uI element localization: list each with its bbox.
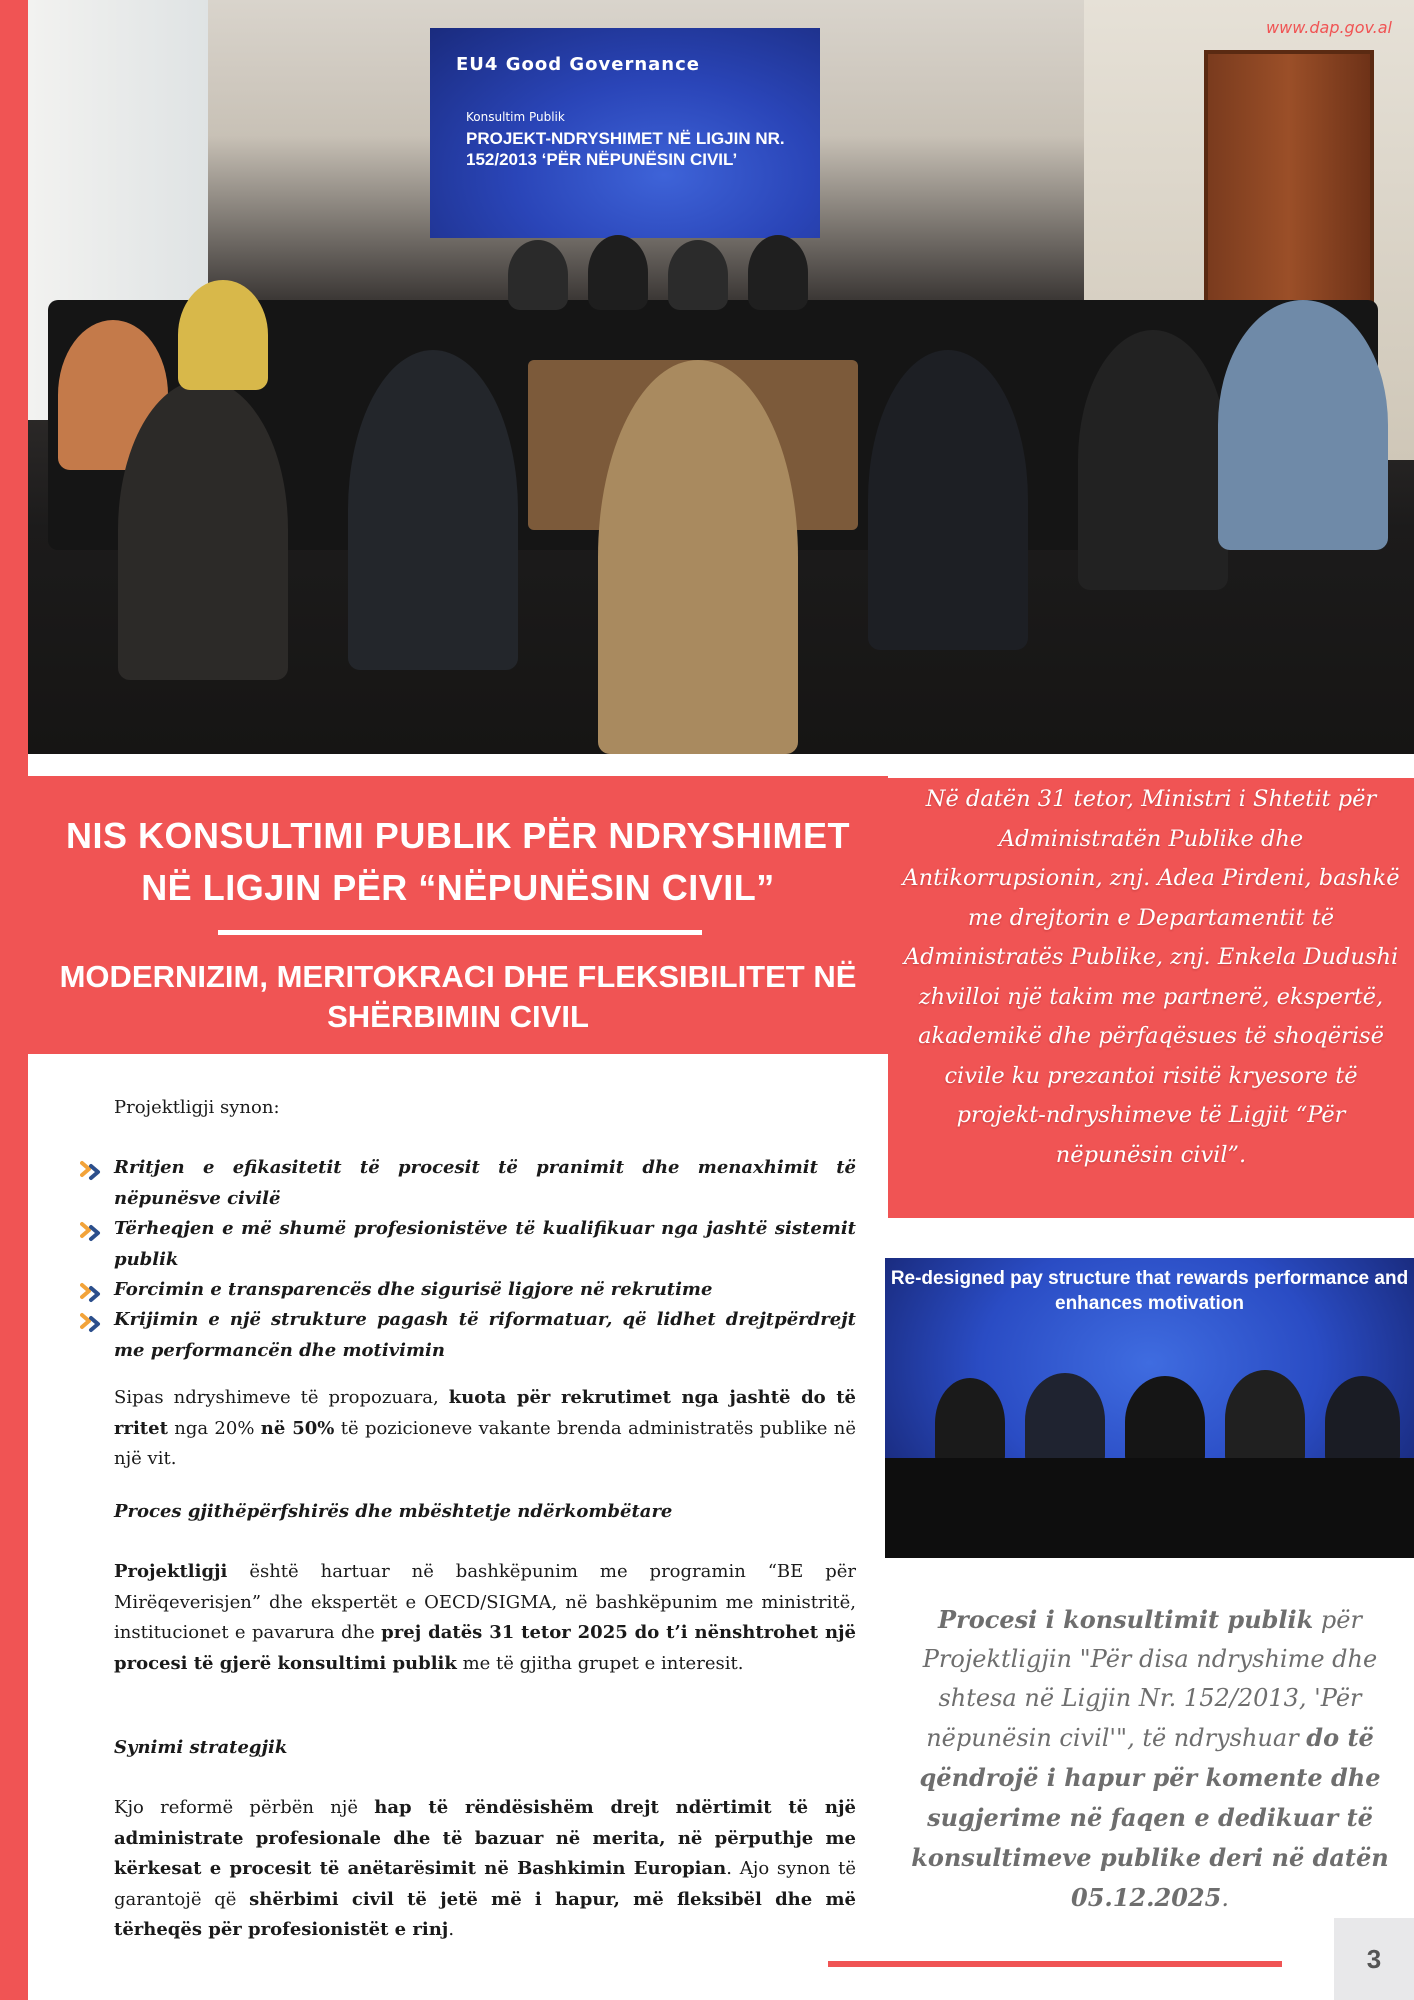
attendee [748,235,808,310]
photo-caption: Re-designed pay structure that rewards performance and enhances motivation [890,1268,1409,1314]
chevron-icon [80,1218,106,1242]
intro-text: Në datën 31 tetor, Ministri i Shtetit për Administratën Publike dhe Antikorrupsionin, znj. Adea Pirdeni, bashkë me drejtorin e Departamentit të Administratës Publike, znj. Enkela Dudushi zhvilloi një takim me partnerë, ekspertë, akademikë dhe përfaqësues të shoqërisë civile ku prezantoi risitë kryesore të projekt-ndryshimeve të Ligjit “Për nëpunësin civil”. [902,786,1400,1168]
section-heading: Synimi strategjik [114,1737,288,1758]
chevron-icon [80,1279,106,1303]
panelist [1125,1376,1205,1468]
attendee [118,380,288,680]
section-heading: Proces gjithëpërfshirës dhe mbështetje ndërkombëtare [114,1501,673,1522]
list-item-text: Krijimin e një strukture pagash të riformatuar, që lidhet drejtpërdrejt me performancën dhe motivimin [114,1309,856,1361]
chevron-icon [80,1157,106,1181]
intro-panel [885,778,1414,1218]
paragraph-process [114,1557,856,1679]
paragraph-bold: kuota për rekrutimet nga jashtë do të rritet [114,1387,856,1439]
chevron-icon [80,1309,106,1333]
paragraph-text: është hartuar në bashkëpunim me programin “BE për Mirëqeverisjen” dhe ekspertët e OECD/SIGMA, në bashkëpunim me ministritë, institucionet e pavarura dhe [114,1561,856,1643]
attendee [508,240,568,310]
paragraph-bold: në 50% [260,1417,335,1439]
left-accent-bar [0,0,28,2000]
panelist [1025,1373,1105,1468]
screen-logos: EU4 Good Governance [456,54,700,75]
consultation-quote [900,1600,1400,1918]
panelist [1225,1370,1305,1468]
panelist [935,1378,1005,1468]
main-title-line1: NIS KONSULTIMI PUBLIK PËR NDRYSHIMET [65,815,851,856]
footer-divider [828,1961,1282,1967]
subtitle: MODERNIZIM, MERITOKRACI DHE FLEKSIBILITET NË SHËRBIMIN CIVIL [59,959,857,1034]
paragraph-text: . [448,1919,455,1940]
attendee [1218,300,1388,550]
title-divider [218,930,702,935]
attendee [668,240,728,310]
paragraph-text: me të gjitha grupet e interesit. [456,1652,744,1674]
attendee [598,360,798,754]
paragraph-text: Sipas ndryshimeve të propozuara, [114,1387,449,1408]
list-item-text: Rritjen e efikasitetit të procesit të pranimit dhe menaxhimit të nëpunësve civilë [114,1157,856,1209]
presentation-screen [430,28,820,238]
attendee [588,235,648,310]
list-item-text: Tërheqjen e më shumë profesionistëve të kualifikuar nga jashtë sistemit publik [114,1218,856,1270]
main-title-line2: NË LIGJIN PËR “NËPUNËSIN CIVIL” [141,867,775,908]
quote-text: . [1221,1884,1229,1912]
quote-bold: do të qëndrojë i hapur për komente dhe sugjerime në faqen e dedikuar të konsultimeve publike deri në datën 05.12.2025 [911,1723,1389,1912]
panel-photo [885,1258,1414,1558]
paragraph-bold: Projektligji [114,1561,228,1582]
article-body [28,1054,888,2000]
attendee [178,280,268,390]
screen-subtitle: Konsultim Publik [466,110,565,124]
screen-heading: PROJEKT-NDRYSHIMET NË LIGJIN NR. 152/2013 ‘PËR NËPUNËSIN CIVIL’ [466,129,785,169]
page-number-box [1334,1918,1414,2000]
website-url[interactable]: www.dap.gov.al [1266,18,1392,37]
hero-photo [28,0,1414,754]
attendee [1078,330,1228,590]
attendee [868,350,1028,650]
lead-text: Projektligji synon: [114,1097,280,1118]
paragraph-bold: shërbimi civil të jetë më i hapur, më fleksibël dhe më tërheqës për profesionistët e rinj [114,1888,856,1940]
quote-bold: Procesi i konsultimit publik [938,1605,1314,1634]
paragraph-quota [114,1383,856,1475]
title-band [28,776,888,1054]
paragraph-bold: hap të rëndësishëm drejt ndërtimit të një administrate profesionale dhe të bazuar në merita, në përputhje me kërkesat e procesit të anëtarësimit në Bashkimin Europian [114,1797,856,1879]
quote-text: për Projektligjin "Për disa ndryshime dhe shtesa në Ligjin Nr. 152/2013, 'Për nëpunësin civil'", të ndryshuar [922,1606,1378,1752]
main-title [28,810,888,914]
paragraph-text: Kjo reformë përbën një [114,1797,375,1818]
paragraph-text: të pozicioneve vakante brenda administratës publike në një vit. [114,1417,856,1469]
paragraph-text: . Ajo synon të garantojë që [114,1858,856,1910]
panelist [1325,1376,1400,1468]
page-number: 3 [1366,1944,1382,1974]
paragraph-strategy [114,1793,856,1946]
panel-desk [885,1458,1414,1558]
paragraph-bold: prej datës 31 tetor 2025 do t’i nënshtrohet një procesi të gjerë konsultimi publik [114,1622,856,1674]
paragraph-text: nga 20% [167,1417,261,1439]
list-item-text: Forcimin e transparencës dhe sigurisë ligjore në rekrutime [114,1279,713,1300]
attendee [348,350,518,670]
